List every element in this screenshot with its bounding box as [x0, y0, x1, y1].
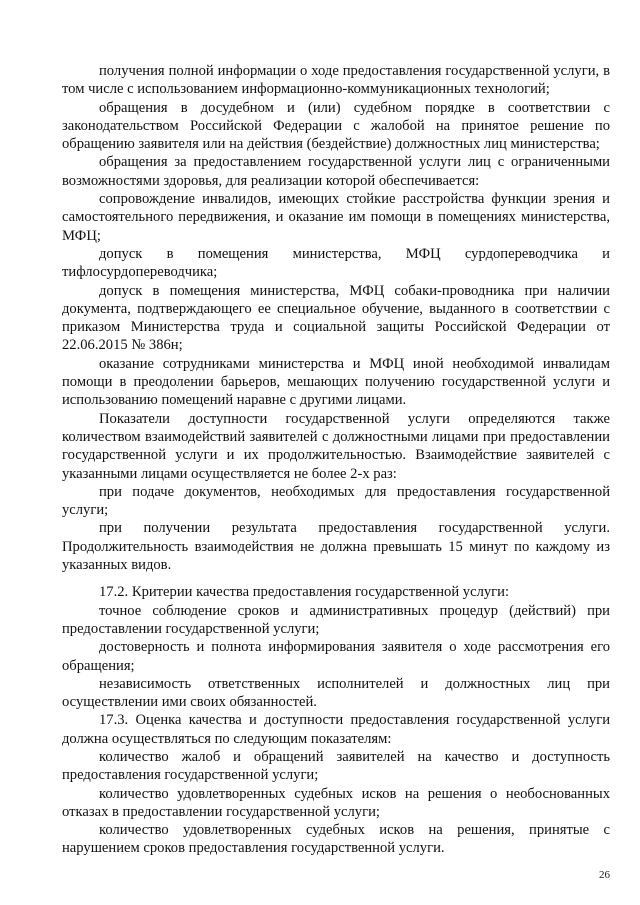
section-heading-17-3: 17.3. Оценка качества и доступности предоставления государственной услуги должна осуществляться по следующим показателям: — [62, 712, 610, 747]
paragraph-accessibility-indicators: Показатели доступности государственной услуги определяются также количеством взаимодействий заявителей с должностными лицами при предоставлении государственной услуги и их продолжительностью. Взаимодействие заявителей с указанными лицами осуществляется не более 2-х раз: — [62, 410, 610, 482]
paragraph-appeal-procedure: обращения в досудебном и (или) судебном порядке в соответствии с законодательством Российской Федерации с жалобой на принятое решение по обращению заявителя или на действия (бездействие) должностных лиц министерства; — [62, 99, 610, 153]
page-number: 26 — [599, 869, 610, 881]
paragraph-sign-interpreter: допуск в помещения министерства, МФЦ сурдопереводчика и тифлосурдопереводчика; — [62, 245, 610, 281]
section-heading-17-2: 17.2. Критерии качества предоставления государственной услуги: — [99, 584, 510, 601]
section-gap — [62, 574, 610, 583]
paragraph-lawsuits-refusals: количество удовлетворенных судебных исков на решения о необоснованных отказах в предоставлении государственной услуги; — [62, 785, 610, 820]
paragraph-guide-dog: допуск в помещения министерства, МФЦ собаки-проводника при наличии документа, подтверждающего ее специальное обучение, выданного в соответствии с приказом Министерства труда и социальной защиты Российской Федерации от 22.06.2015 № 386н; — [62, 282, 610, 354]
paragraph-disabled-access: обращения за предоставлением государственной услуги лиц с ограниченными возможностями здоровья, для реализации которой обеспечивается: — [62, 154, 610, 189]
paragraph-escort: сопровождение инвалидов, имеющих стойкие расстройства функции зрения и самостоятельного передвижения, и оказание им помощи в помещениях министерства, МФЦ; — [62, 191, 610, 244]
paragraph-lawsuits-deadlines: количество удовлетворенных судебных исков на решения, принятые с нарушением сроков предоставления государственной услуги. — [62, 822, 610, 857]
paragraph-information-accuracy: достоверность и полнота информирования заявителя о ходе рассмотрения его обращения; — [62, 639, 610, 674]
document-page — [62, 62, 610, 858]
paragraph-result-receipt: при получении результата предоставления государственной услуги. Продолжительность взаимодействия не должна превышать 15 минут по каждому из указанных видов. — [62, 520, 610, 574]
paragraph-other-assistance: оказание сотрудниками министерства и МФЦ иной необходимой инвалидам помощи в преодолении барьеров, мешающих получению государственной услуги и использованию помещений наравне с другими лицами. — [62, 355, 610, 409]
paragraph-document-submission: при подаче документов, необходимых для предоставления государственной услуги; — [62, 483, 610, 519]
paragraph-deadline-compliance: точное соблюдение сроков и административных процедур (действий) при предоставлении государственной услуги; — [62, 602, 610, 637]
paragraph-info-receipt: получения полной информации о ходе предоставления государственной услуги, в том числе с использованием информационно-коммуникационных технологий; — [62, 63, 610, 98]
paragraph-independence: независимость ответственных исполнителей и должностных лиц при осуществлении ими своих обязанностей. — [62, 675, 610, 711]
paragraph-complaints-count: количество жалоб и обращений заявителей на качество и доступность предоставления государственной услуги; — [62, 748, 610, 784]
